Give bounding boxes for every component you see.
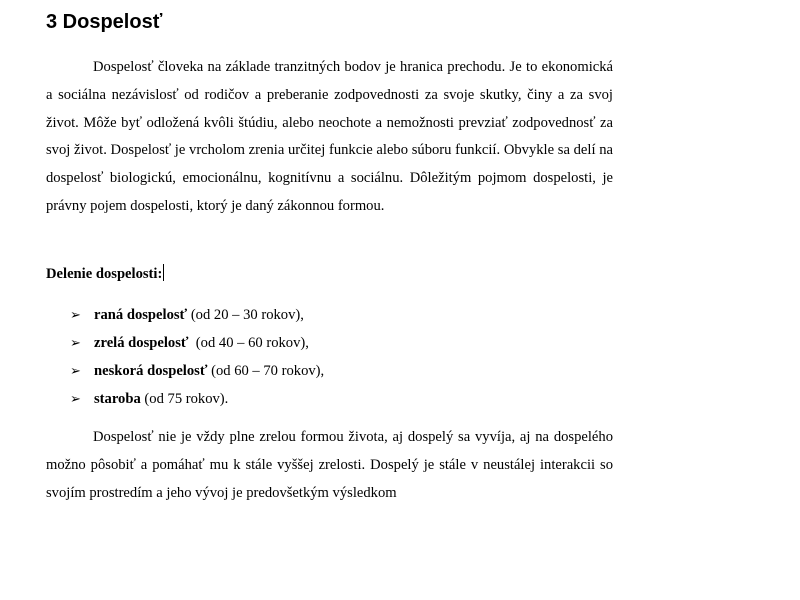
list-item-term: staroba (94, 391, 141, 407)
list-item-detail: (od 60 – 70 rokov), (207, 363, 325, 379)
list-item-term: zrelá dospelosť (94, 335, 189, 351)
arrow-bullet-icon: ➢ (70, 364, 81, 379)
text-cursor (163, 264, 164, 281)
list-item-term: raná dospelosť (94, 307, 188, 323)
adulthood-stages-list (70, 301, 324, 413)
list-item (70, 357, 324, 385)
arrow-bullet-icon: ➢ (70, 308, 81, 323)
list-item (70, 301, 324, 329)
arrow-bullet-icon: ➢ (70, 336, 81, 351)
list-item-detail: (od 20 – 30 rokov), (187, 307, 304, 323)
list-subheading (46, 262, 164, 286)
list-subheading-text: Delenie dospelosti: (46, 266, 163, 282)
paragraph-intro-text: Dospelosť človeka na základe tranzitných bodov je hranica prechodu. Je to ekonomická a sociálna nezávislosť od rodičov a preberanie zodpovednosti za svoje skutky, činy a za svoj život. Môže byť odložená kvôli štúdiu, alebo neochote a nemožnosti prevziať zodpovednosť za svoj život. Dospelosť je vrcholom zrenia určitej funkcie alebo súboru funkcií. Obvykle sa delí na dospelosť biologickú, emocionálnu, kognitívnu a sociálnu. Dôležitým pojmom dospelosti, je právny pojem dospelosti, ktorý je daný zákonnou formou. (46, 59, 613, 214)
paragraph-continuation-text: Dospelosť nie je vždy plne zrelou formou života, aj dospelý sa vyvíja, aj na dospelého možno pôsobiť a pomáhať mu k stále vyššej zrelosti. Dospelý je stále v neustálej interakcii so svojím prostredím a jeho vývoj je predovšetkým výsledkom (46, 429, 613, 501)
section-heading: 3 Dospelosť (46, 11, 163, 33)
paragraph-intro (46, 54, 613, 221)
list-item-detail: (od 40 – 60 rokov), (188, 335, 309, 351)
list-item-detail: (od 75 rokov). (140, 391, 229, 407)
list-item (70, 329, 324, 357)
paragraph-continuation (46, 424, 613, 507)
list-item-term: neskorá dospelosť (94, 363, 208, 379)
arrow-bullet-icon: ➢ (70, 392, 81, 407)
list-item (70, 385, 324, 413)
